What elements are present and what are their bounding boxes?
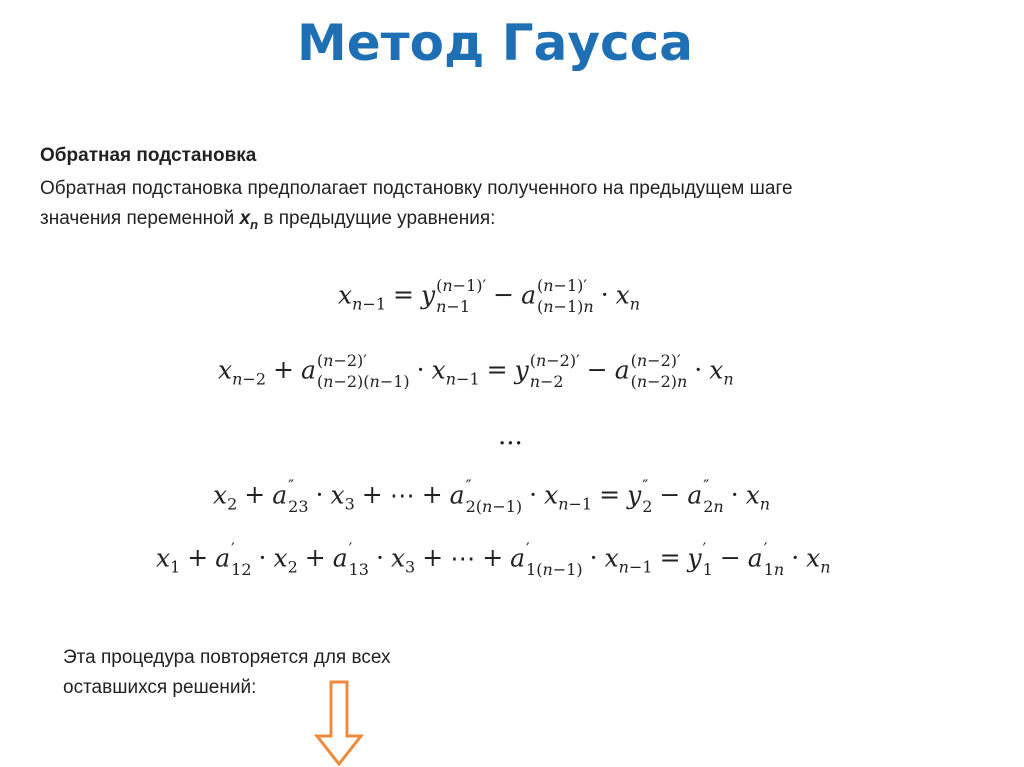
intro-line-1: Обратная подстановка предполагает подстановку полученного на предыдущем шаге <box>40 178 793 199</box>
equation-2: $x_{n-2} + a$ (n−2)′ (n−2)(n−1) · $x_{n-1} = y$ (n−2)′ n−2 − a (n−2)′ (n−2)n · $x_n$ <box>218 351 734 391</box>
outro-line-1: Эта процедура повторяется для всех <box>63 647 391 668</box>
equation-1: $x_{n-1} = y$ (n−1)′ n−1 − a (n−1)′ (n−1)n · $x_n$ <box>338 276 641 316</box>
page-title: Метод Гаусса <box>297 14 693 72</box>
variable-subscript: n <box>250 216 259 232</box>
ellipsis: ... <box>498 421 523 451</box>
section-heading: Обратная подстановка <box>40 145 257 166</box>
intro-paragraph <box>40 174 1000 240</box>
down-arrow-icon <box>314 680 364 767</box>
variable-symbol: x <box>239 208 251 229</box>
outro-text <box>63 643 483 703</box>
intro-line-2-after: в предыдущие уравнения: <box>258 208 496 229</box>
outro-line-2: оставшихся решений: <box>63 677 257 698</box>
equation-3: $x_2 + a$ ″ 23 · $x_3$ + ⋯ + a ″ 2(n−1) · $x_{n-1} = y$ ″ 2 − a ″ 2n · $x_n$ <box>213 476 771 516</box>
equation-4: $x_1 + a$ ′ 12 · $x_2 + a$ ′ 13 · $x_3$ + ⋯ + a ′ 1(n−1) · $x_{n-1} = y$ ′ 1 − a ′ 1n · $x_n$ <box>156 539 831 579</box>
intro-line-2-before: значения переменной <box>40 208 240 229</box>
